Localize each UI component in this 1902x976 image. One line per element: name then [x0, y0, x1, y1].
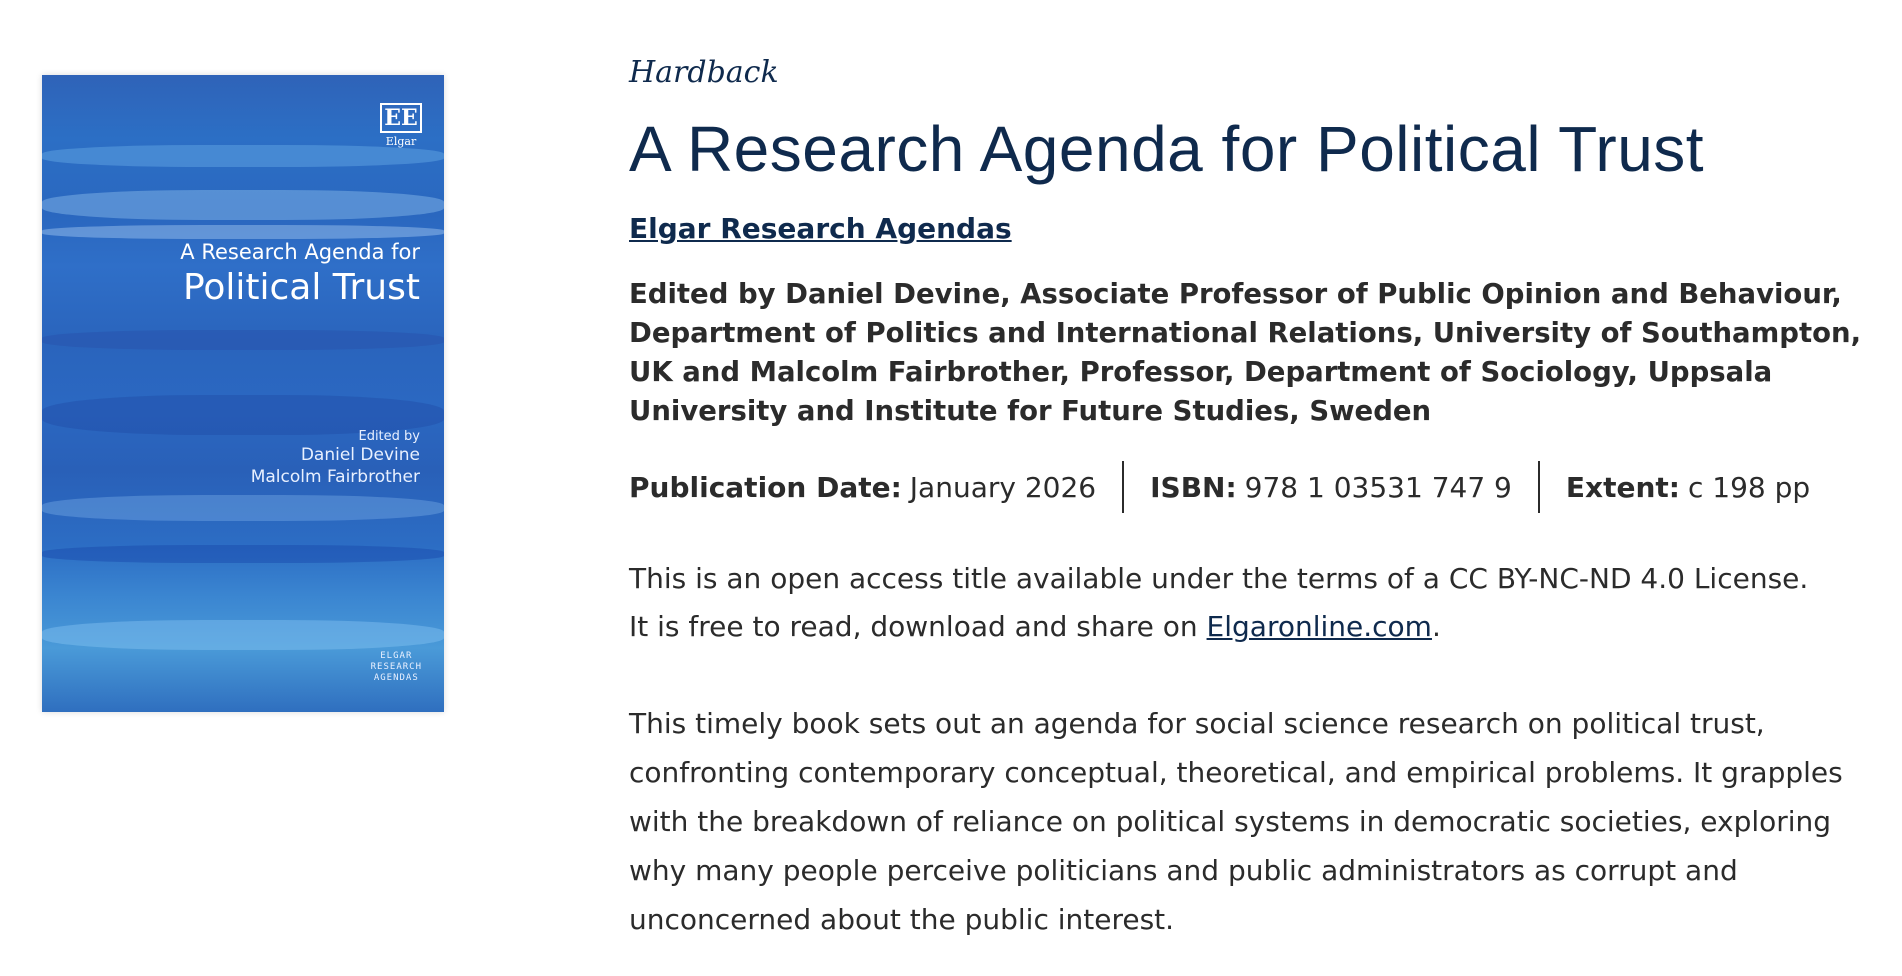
extent [1566, 471, 1810, 504]
cover-series-line: RESEARCH [370, 662, 422, 672]
cover-edited-label: Edited by [358, 429, 420, 444]
elgaronline-link[interactable]: Elgaronline.com [1206, 610, 1432, 643]
publication-date [629, 471, 1096, 504]
cover-editor-name: Malcolm Fairbrother [250, 467, 420, 487]
isbn [1150, 471, 1512, 504]
publication-date-label: Publication Date: [629, 470, 902, 504]
publisher-logo-mark: EE [380, 103, 422, 133]
publication-date-value: January 2026 [909, 470, 1097, 504]
cover-series-line: AGENDAS [373, 673, 419, 683]
book-format: Hardback [629, 55, 779, 90]
book-description: This timely book sets out an agenda for social science research on political trust, confronting contemporary conceptual, theoretical, and empirical problems. It grapples with the breakdown of reliance on political systems in democratic societies, exploring why many people perceive politicians and public administrators as corrupt and unconcerned about the public interest. [629, 707, 1843, 936]
extent-label: Extent: [1565, 470, 1680, 504]
open-access-notice [629, 555, 1879, 651]
extent-value: c 198 pp [1687, 470, 1811, 504]
open-access-availability [629, 603, 1879, 651]
publisher-logo [380, 103, 422, 148]
open-access-suffix: . [1431, 610, 1441, 643]
meta-divider [1122, 461, 1124, 513]
cover-series-mark [371, 651, 422, 684]
open-access-license-text: This is an open access title available under the terms of a CC BY-NC-ND 4.0 License. [629, 562, 1809, 595]
book-cover-image [42, 75, 444, 712]
meta-divider [1538, 461, 1540, 513]
isbn-value: 978 1 03531 747 9 [1244, 470, 1512, 504]
cover-title-main: Political Trust [182, 267, 420, 308]
cover-editors [251, 429, 420, 488]
editors-text: Edited by Daniel Devine, Associate Professor of Public Opinion and Behaviour, Department of Politics and International Relations, University of Southampton, UK and Malcolm Fairbrother, Professor, Department of Sociology, Uppsala University and Institute for Future Studies, Sweden [629, 278, 1862, 427]
cover-title-prefix: A Research Agenda for [180, 240, 420, 264]
cover-series-line: ELGAR [380, 651, 413, 661]
publication-meta [629, 461, 1879, 513]
open-access-prefix: It is free to read, download and share on [629, 610, 1207, 643]
cover-editor-name: Daniel Devine [300, 445, 420, 465]
series-link[interactable]: Elgar Research Agendas [629, 212, 1012, 245]
product-details [629, 55, 1879, 944]
publisher-logo-name: Elgar [385, 135, 417, 148]
isbn-label: ISBN: [1150, 470, 1237, 504]
page-title: A Research Agenda for Political Trust [629, 113, 1705, 185]
